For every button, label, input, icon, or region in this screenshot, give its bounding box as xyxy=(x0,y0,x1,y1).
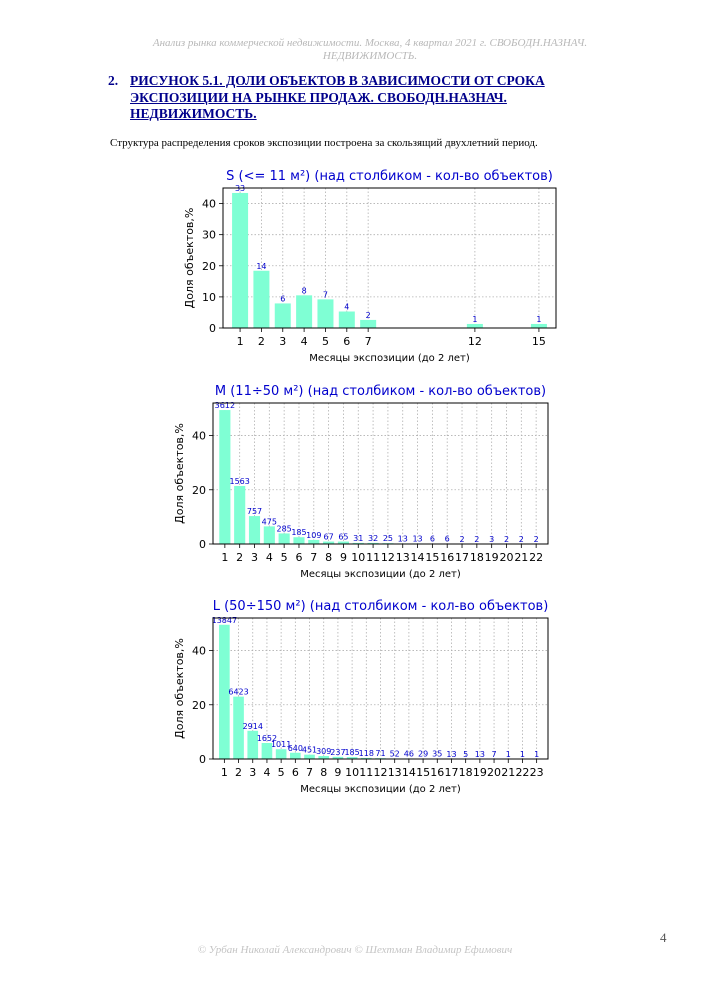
bar-count-label: 118 xyxy=(358,748,374,758)
bar-count-label: 8 xyxy=(301,286,307,296)
x-tick-label: 3 xyxy=(251,551,259,564)
bar-count-label: 2 xyxy=(365,310,371,320)
bar-count-label: 1 xyxy=(519,749,525,759)
bar-count-label: 1 xyxy=(472,314,478,324)
x-tick-label: 10 xyxy=(345,766,360,779)
y-tick-label: 20 xyxy=(192,698,206,712)
y-tick-label: 20 xyxy=(202,259,216,273)
bar-count-label: 25 xyxy=(382,534,394,544)
running-header-line-1: Анализ рынка коммерческой недвижимости. Москва, 4 квартал 2021 г. СВОБОДН.НАЗНАЧ. xyxy=(152,37,588,49)
y-tick-label: 40 xyxy=(192,429,206,443)
bar-count-label: 13 xyxy=(412,534,423,544)
bar-count-label: 6423 xyxy=(228,687,249,697)
bar-count-label: 29 xyxy=(417,749,429,759)
running-header xyxy=(60,37,680,63)
x-tick-label: 19 xyxy=(484,551,499,564)
chart-l-exposure xyxy=(150,593,580,803)
bar-count-label: 2 xyxy=(474,534,480,544)
bar-count-label: 2 xyxy=(459,534,465,544)
bar-count-label: 7 xyxy=(491,749,497,759)
y-axis-label: Доля объектов,% xyxy=(173,423,186,524)
y-tick-label: 20 xyxy=(192,483,206,497)
bar-count-label: 6 xyxy=(444,534,450,544)
x-tick-label: 5 xyxy=(321,335,329,348)
x-tick-label: 17 xyxy=(455,551,470,564)
bar xyxy=(275,303,291,328)
bar-count-label: 475 xyxy=(261,517,277,527)
bar-count-label: 1011 xyxy=(270,740,292,750)
x-tick-label: 12 xyxy=(373,766,388,779)
x-tick-label: 19 xyxy=(472,766,487,779)
running-header-line-2: НЕДВИЖИМОСТЬ. xyxy=(322,50,418,62)
chart-title: S (<= 11 м²) (над столбиком - кол-во объектов) xyxy=(226,169,553,184)
bar-count-label: 52 xyxy=(389,749,400,759)
y-tick-label: 0 xyxy=(209,322,216,335)
x-tick-label: 1 xyxy=(221,551,229,564)
y-tick-label: 0 xyxy=(199,753,206,766)
y-tick-label: 40 xyxy=(202,197,216,211)
bar-count-label: 237 xyxy=(330,747,346,757)
bar-count-label: 6 xyxy=(429,534,435,544)
x-tick-label: 15 xyxy=(425,551,440,564)
x-tick-label: 10 xyxy=(351,551,366,564)
x-tick-label: 17 xyxy=(444,766,459,779)
chart-title: L (50÷150 м²) (над столбиком - кол-во объектов) xyxy=(212,599,549,614)
y-tick-label: 40 xyxy=(192,644,206,658)
chart-title: M (11÷50 м²) (над столбиком - кол-во объектов) xyxy=(214,384,547,399)
bar-count-label: 14 xyxy=(256,261,267,271)
bar-count-label: 757 xyxy=(246,507,263,517)
x-axis-label: Месяцы экспозиции (до 2 лет) xyxy=(300,569,461,580)
bar-count-label: 185 xyxy=(291,528,307,538)
bar xyxy=(467,324,483,328)
bar-count-label: 46 xyxy=(403,749,414,759)
chart-m-exposure xyxy=(150,378,580,588)
bar-count-label: 1 xyxy=(536,314,542,324)
y-tick-label: 0 xyxy=(199,538,206,551)
bar-count-label: 1 xyxy=(505,749,511,759)
bar-count-label: 67 xyxy=(323,532,334,542)
x-tick-label: 9 xyxy=(339,551,347,564)
x-tick-label: 16 xyxy=(440,551,455,564)
x-tick-label: 2 xyxy=(236,551,244,564)
bar-count-label: 640 xyxy=(287,743,303,753)
x-tick-label: 6 xyxy=(291,766,299,779)
x-tick-label: 12 xyxy=(467,335,482,348)
x-tick-label: 7 xyxy=(364,335,372,348)
chart-s-exposure xyxy=(150,163,580,373)
bar xyxy=(290,753,301,759)
x-tick-label: 14 xyxy=(410,551,425,564)
plot-frame xyxy=(223,188,556,328)
x-tick-label: 3 xyxy=(279,335,287,348)
x-tick-label: 7 xyxy=(310,551,318,564)
x-tick-label: 22 xyxy=(529,551,544,564)
x-tick-label: 8 xyxy=(325,551,333,564)
x-tick-label: 4 xyxy=(300,335,308,348)
y-axis-label: Доля объектов,% xyxy=(183,207,196,309)
bar-count-label: 32 xyxy=(367,533,379,543)
bar-count-label: 13 xyxy=(397,534,408,544)
bar-count-label: 3612 xyxy=(214,401,236,411)
bar-count-label: 2914 xyxy=(242,721,263,731)
bar xyxy=(293,537,304,544)
bar xyxy=(253,271,269,328)
x-tick-label: 4 xyxy=(263,766,271,779)
bar xyxy=(234,486,245,544)
bar xyxy=(360,320,376,328)
x-tick-label: 15 xyxy=(416,766,431,779)
bar xyxy=(249,516,260,544)
bar-count-label: 13 xyxy=(446,749,457,759)
y-axis-label: Доля объектов,% xyxy=(173,638,186,739)
bar-count-label: 65 xyxy=(338,532,349,542)
bar xyxy=(317,299,333,328)
y-tick-label: 30 xyxy=(202,228,216,242)
bar xyxy=(304,755,315,759)
x-tick-label: 13 xyxy=(395,551,410,564)
intro-paragraph: Структура распределения сроков экспозиции построена за скользящий двухлетний период. xyxy=(110,137,538,149)
x-tick-label: 4 xyxy=(265,551,273,564)
x-tick-label: 6 xyxy=(343,335,351,348)
bar-count-label: 5 xyxy=(463,749,469,759)
bar-count-label: 31 xyxy=(353,533,364,543)
section-number: 2. xyxy=(108,73,119,88)
bar-count-label: 2 xyxy=(518,534,524,544)
y-tick-label: 10 xyxy=(202,290,216,304)
bar-count-label: 1563 xyxy=(229,476,250,486)
x-tick-label: 13 xyxy=(387,766,402,779)
bar-count-label: 185 xyxy=(344,748,360,758)
bar-count-label: 2 xyxy=(503,534,510,544)
bar-count-label: 6 xyxy=(280,294,286,304)
bar xyxy=(232,193,248,328)
copyright-footer: © Урбан Николай Александрович © Шехтман Владимир Ефимович xyxy=(197,944,513,956)
x-tick-label: 6 xyxy=(295,551,303,564)
x-tick-label: 18 xyxy=(458,766,473,779)
x-tick-label: 1 xyxy=(220,766,228,779)
x-tick-label: 15 xyxy=(531,335,546,348)
bar-count-label: 309 xyxy=(316,747,332,757)
bar-count-label: 1 xyxy=(534,749,540,759)
x-tick-label: 20 xyxy=(499,551,514,564)
bar xyxy=(339,312,355,328)
bar-count-label: 13 xyxy=(474,749,485,759)
bar-count-label: 4 xyxy=(344,302,350,312)
x-tick-label: 5 xyxy=(277,766,285,779)
x-tick-label: 16 xyxy=(430,766,445,779)
bar xyxy=(308,540,319,544)
x-tick-label: 12 xyxy=(380,551,395,564)
x-tick-label: 5 xyxy=(280,551,288,564)
bar-count-label: 33 xyxy=(234,183,246,193)
x-tick-label: 11 xyxy=(359,766,374,779)
x-tick-label: 14 xyxy=(401,766,416,779)
bar-count-label: 109 xyxy=(306,530,322,540)
x-axis-label: Месяцы экспозиции (до 2 лет) xyxy=(309,353,470,364)
page-number: 4 xyxy=(660,930,667,945)
bar xyxy=(264,526,275,544)
x-axis-label: Месяцы экспозиции (до 2 лет) xyxy=(300,784,461,795)
bar xyxy=(279,533,290,544)
bar-count-label: 7 xyxy=(322,290,329,300)
x-tick-label: 8 xyxy=(320,766,328,779)
bar-count-label: 13847 xyxy=(211,615,238,625)
bar xyxy=(531,324,547,328)
bar-count-label: 71 xyxy=(375,749,386,759)
x-tick-label: 21 xyxy=(501,766,516,779)
x-tick-label: 9 xyxy=(334,766,342,779)
bar-count-label: 1652 xyxy=(256,734,278,744)
x-tick-label: 18 xyxy=(469,551,484,564)
x-tick-label: 23 xyxy=(529,766,544,779)
x-tick-label: 20 xyxy=(487,766,502,779)
x-tick-label: 2 xyxy=(235,766,243,779)
bar-count-label: 3 xyxy=(489,534,495,544)
bar-count-label: 285 xyxy=(276,524,292,534)
bar xyxy=(276,749,287,759)
x-tick-label: 11 xyxy=(366,551,381,564)
x-tick-label: 1 xyxy=(236,335,244,348)
bar-count-label: 35 xyxy=(432,749,443,759)
x-tick-label: 3 xyxy=(249,766,257,779)
x-tick-label: 7 xyxy=(306,766,314,779)
x-tick-label: 2 xyxy=(257,335,265,348)
x-tick-label: 22 xyxy=(515,766,530,779)
section-title-link[interactable]: РИСУНОК 5.1. ДОЛИ ОБЪЕКТОВ В ЗАВИСИМОСТИ ОТ СРОКА ЭКСПОЗИЦИИ НА РЫНКЕ ПРОДАЖ. СВОБОДН.НАЗНАЧ. НЕДВИЖИМОСТЬ. xyxy=(130,73,545,121)
bar-count-label: 2 xyxy=(533,534,539,544)
x-tick-label: 21 xyxy=(514,551,529,564)
bar-count-label: 451 xyxy=(301,745,318,755)
bar xyxy=(296,295,312,328)
